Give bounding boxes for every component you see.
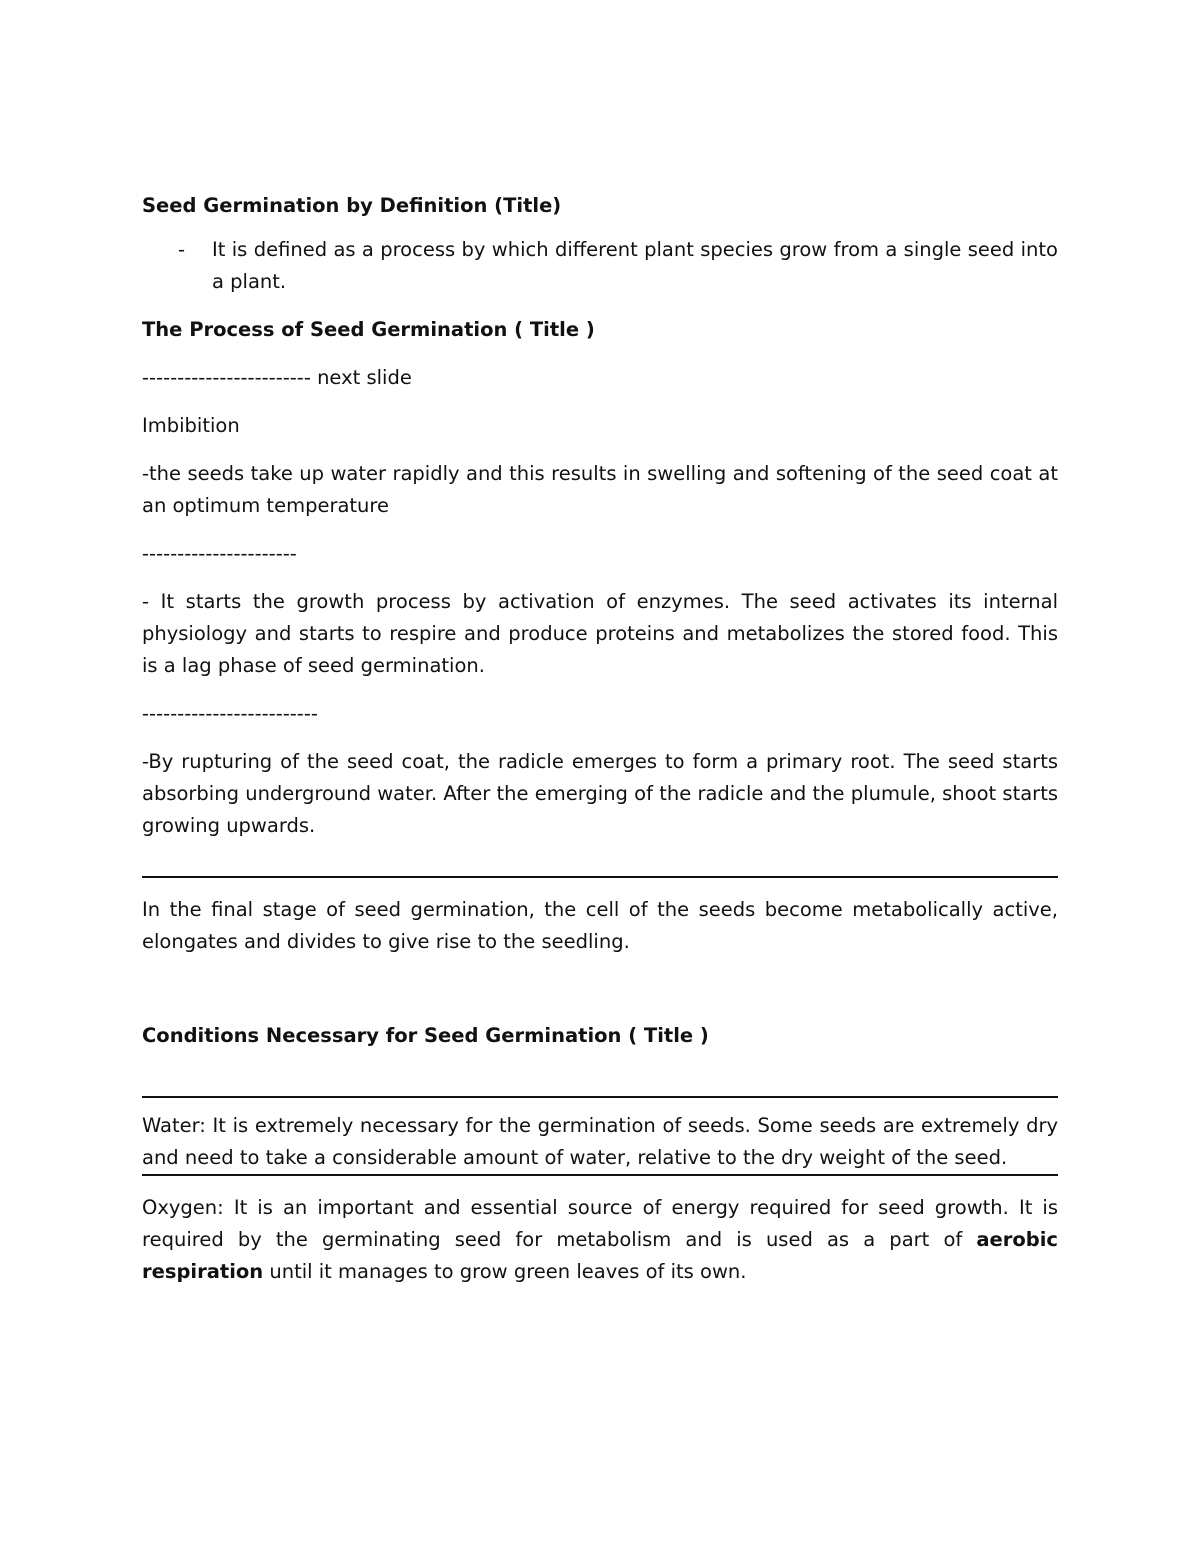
separator-2: ---------------------- xyxy=(142,542,297,565)
rupture-text: -By rupturing of the seed coat, the radicle emerges to form a primary root. The seed starts absorbing underground water. After the emerging of the radicle and the plumule, shoot starts growing upwards. xyxy=(142,750,1058,837)
document-page xyxy=(142,190,1058,1288)
oxygen-text-before: Oxygen: It is an important and essential source of energy required for seed growth. It is required by the germinating seed for metabolism and is used as a part of xyxy=(142,1196,1058,1251)
conditions-title: Conditions Necessary for Seed Germination ( Title ) xyxy=(142,1024,709,1047)
oxygen-text-after: until it manages to grow green leaves of its own. xyxy=(263,1260,747,1283)
definition-text: It is defined as a process by which different plant species grow from a single seed into a plant. xyxy=(212,238,1058,293)
final-stage-text: In the final stage of seed germination, the cell of the seeds become metabolically active, elongates and divides to give rise to the seedling. xyxy=(142,898,1058,953)
separator-3: ------------------------- xyxy=(142,702,318,725)
bullet-dash: - xyxy=(178,238,186,261)
process-title: The Process of Seed Germination ( Title ) xyxy=(142,318,595,341)
oxygen-text xyxy=(142,1192,1058,1288)
water-text: Water: It is extremely necessary for the germination of seeds. Some seeds are extremely dry and need to take a considerable amount of water, relative to the dry weight of the seed. xyxy=(142,1114,1058,1169)
imbibition-text: -the seeds take up water rapidly and this results in swelling and softening of the seed coat at an optimum temperature xyxy=(142,462,1058,517)
imbibition-heading: Imbibition xyxy=(142,414,240,437)
definition-title: Seed Germination by Definition (Title) xyxy=(142,194,562,217)
oxygen-bold-term: aerobic respiration xyxy=(142,1228,1058,1283)
growth-text: - It starts the growth process by activation of enzymes. The seed activates its internal physiology and starts to respire and produce proteins and metabolizes the stored food. This is a lag phase of seed germination. xyxy=(142,590,1058,677)
next-slide-separator: ------------------------ next slide xyxy=(142,366,412,389)
definition-bullet xyxy=(142,234,1058,298)
